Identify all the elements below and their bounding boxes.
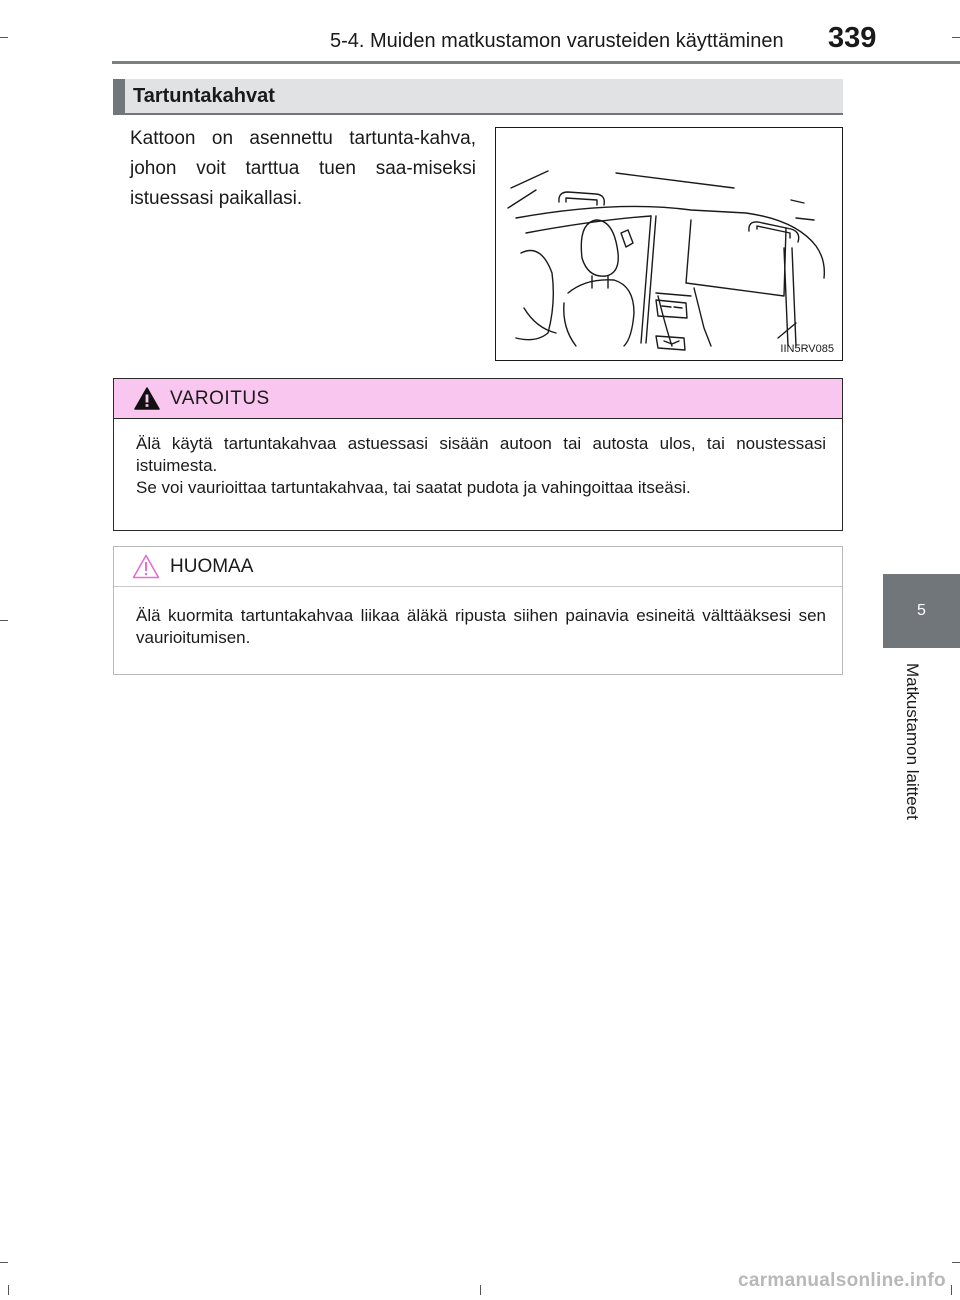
warning-header [114, 379, 842, 419]
crop-mark [952, 37, 960, 38]
warning-label: VAROITUS [170, 387, 270, 409]
crop-mark [0, 37, 8, 38]
illustration-code: IIN5RV085 [780, 343, 834, 355]
crop-mark [480, 1285, 481, 1295]
warning-triangle-icon [134, 387, 160, 410]
warning-paragraph: Älä käytä tartuntakahvaa astuessasi sisään autoon tai autosta ulos, tai noustessasi istuimesta. [136, 434, 826, 475]
crop-mark [0, 620, 8, 621]
warning-box [113, 378, 843, 531]
grab-handle-illustration [495, 127, 843, 361]
warning-body [114, 419, 842, 499]
warning-paragraph: Se voi vaurioittaa tartuntakahvaa, tai saatat pudota ja vahingoittaa itseäsi. [136, 478, 691, 497]
notice-label: HUOMAA [170, 555, 254, 577]
running-header-title: 5-4. Muiden matkustamon varusteiden käyttäminen [330, 30, 784, 52]
notice-box [113, 546, 843, 675]
section-heading [113, 79, 843, 115]
crop-mark [8, 1285, 9, 1295]
notice-paragraph: Älä kuormita tartuntakahvaa liikaa äläkä ripusta siihen painavia esineitä välttääksesi sen vaurioitumisen. [136, 606, 826, 647]
crop-mark [952, 1262, 960, 1263]
chapter-number: 5 [917, 602, 926, 619]
notice-header [114, 547, 842, 587]
caution-outline-icon [132, 554, 160, 579]
chapter-tab [883, 574, 960, 648]
chapter-label: Matkustamon laitteet [903, 663, 922, 820]
watermark: carmanualsonline.info [738, 1270, 946, 1291]
crop-mark [951, 1285, 952, 1295]
header-rule [112, 61, 960, 64]
section-title: Tartuntakahvat [133, 84, 275, 107]
notice-body [114, 587, 842, 649]
crop-mark [0, 1262, 8, 1263]
car-interior-drawing [496, 128, 842, 360]
section-body-text: Kattoon on asennettu tartunta-kahva, johon voit tarttua tuen saa-miseksi istuessasi paikallasi. [130, 128, 476, 209]
page-number: 339 [828, 22, 877, 54]
